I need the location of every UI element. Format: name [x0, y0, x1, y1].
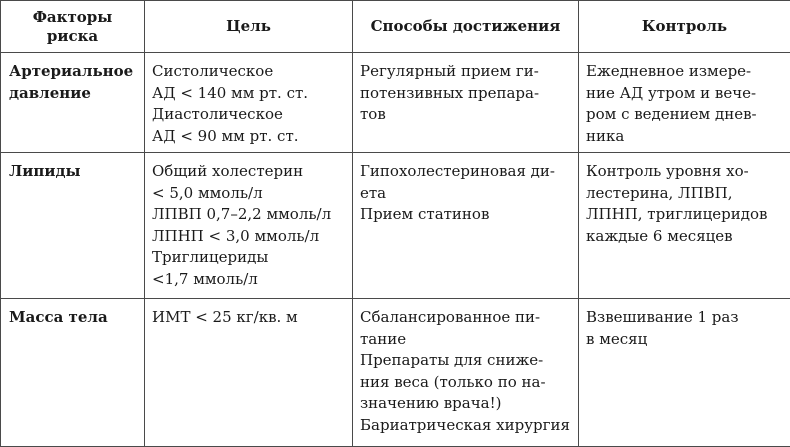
header-text: Способы достижения	[359, 17, 572, 36]
cell-line: ром с ведением днев-	[586, 104, 784, 126]
cell-factor	[1, 299, 145, 447]
cell-line: давление	[9, 83, 138, 105]
cell-line: каждые 6 месяцев	[586, 226, 784, 248]
cell-line: Липиды	[9, 161, 138, 183]
cell-line: ЛПНП < 3,0 ммоль/л	[152, 226, 346, 248]
cell-factor	[1, 53, 145, 153]
cell-line: ЛПВП 0,7–2,2 ммоль/л	[152, 204, 346, 226]
cell-line: потензивных препара-	[360, 83, 572, 105]
cell-line: Систолическое	[152, 61, 346, 83]
cell-line: Артериальное	[9, 61, 138, 83]
header-text: Контроль	[585, 17, 784, 36]
cell-line: тание	[360, 329, 572, 351]
cell-line: тов	[360, 104, 572, 126]
cell-control	[579, 299, 790, 447]
cell-goal	[145, 153, 353, 299]
cell-line: Прием статинов	[360, 204, 572, 226]
cell-line: ника	[586, 126, 784, 148]
cell-line: ИМТ < 25 кг/кв. м	[152, 307, 346, 329]
cell-line: лестерина, ЛПВП,	[586, 183, 784, 205]
cell-control	[579, 153, 790, 299]
table-row-lipids	[1, 153, 790, 299]
header-risk-factors	[1, 1, 145, 53]
table-row-body-weight	[1, 299, 790, 447]
cell-line: в месяц	[586, 329, 784, 351]
cell-line: Регулярный прием ги-	[360, 61, 572, 83]
cell-line: Гипохолестериновая ди-	[360, 161, 572, 183]
cell-line: Общий холестерин	[152, 161, 346, 183]
cell-line: Бариатрическая хирургия	[360, 415, 572, 437]
cell-line: Триглицериды	[152, 247, 346, 269]
table-row-blood-pressure	[1, 53, 790, 153]
header-text: риска	[7, 27, 138, 46]
cell-line: Препараты для сниже-	[360, 350, 572, 372]
cell-line: Ежедневное измере-	[586, 61, 784, 83]
cell-goal	[145, 299, 353, 447]
cell-goal	[145, 53, 353, 153]
cell-methods	[353, 53, 579, 153]
header-text: Цель	[151, 17, 346, 36]
cell-methods	[353, 299, 579, 447]
cell-line: Взвешивание 1 раз	[586, 307, 784, 329]
header-control	[579, 1, 790, 53]
header-goal	[145, 1, 353, 53]
header-text: Факторы	[7, 8, 138, 27]
cell-line: ния веса (только по на-	[360, 372, 572, 394]
cell-line: АД < 140 мм рт. ст.	[152, 83, 346, 105]
cell-control	[579, 53, 790, 153]
cell-line: Сбалансированное пи-	[360, 307, 572, 329]
cell-line: < 5,0 ммоль/л	[152, 183, 346, 205]
cell-line: АД < 90 мм рт. ст.	[152, 126, 346, 148]
header-methods	[353, 1, 579, 53]
cell-factor	[1, 153, 145, 299]
cell-line: ние АД утром и вече-	[586, 83, 784, 105]
cell-line: <1,7 ммоль/л	[152, 269, 346, 291]
cell-line: Контроль уровня хо-	[586, 161, 784, 183]
cell-line: Масса тела	[9, 307, 138, 329]
cell-methods	[353, 153, 579, 299]
cell-line: ЛПНП, триглицеридов	[586, 204, 784, 226]
cell-line: Диастолическое	[152, 104, 346, 126]
cell-line: значению врача!)	[360, 393, 572, 415]
table-header-row	[1, 1, 790, 53]
cell-line: ета	[360, 183, 572, 205]
